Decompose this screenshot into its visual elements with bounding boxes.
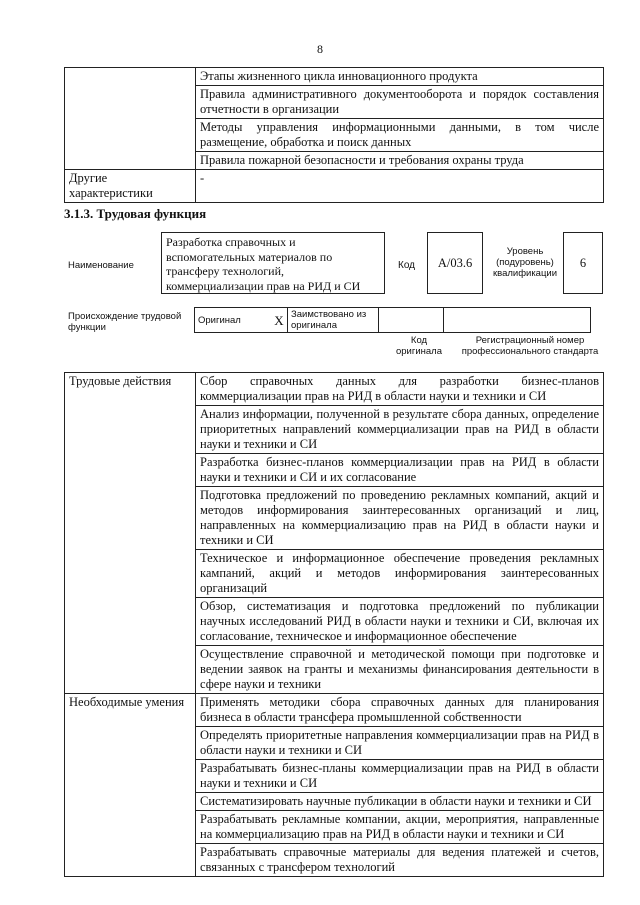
original-mark: X — [271, 308, 288, 333]
row-label: Необходимые умения — [65, 694, 196, 877]
table-cell: Определять приоритетные направления коммерциализации прав на РИД в области науки и техники и СИ — [196, 727, 604, 760]
table-cell: Методы управления информационными данными, в том числе размещение, обработка и поиск данных — [196, 119, 604, 152]
origin-label: Происхождение трудовой функции — [68, 311, 182, 333]
reg-caption: Регистрационный номер профессионального стандарта — [461, 335, 599, 357]
table-cell: Разрабатывать рекламные компании, акции, мероприятия, направленные на коммерциализацию прав на РИД в области науки и техники и СИ — [196, 811, 604, 844]
table-cell: Сбор справочных данных для разработки бизнес-планов коммерциализации прав на РИД в области науки и техники и СИ — [196, 373, 604, 406]
original-cell: Оригинал — [195, 308, 272, 333]
table-cell: Разрабатывать справочные материалы для ведения платежей и счетов, связанных с трансфером технологий — [196, 844, 604, 877]
borrowed-cell: Заимствовано из оригинала — [288, 308, 379, 333]
table-cell: Правила пожарной безопасности и требования охраны труда — [196, 152, 604, 170]
table-cell: Техническое и информационное обеспечение проведения рекламных кампаний, акций и методов информирования заинтересованных организаций — [196, 550, 604, 598]
code-label: Код — [398, 260, 416, 271]
origin-code-cell — [379, 308, 444, 333]
table-cell: Этапы жизненного цикла инновационного продукта — [196, 68, 604, 86]
table-cell: Применять методики сбора справочных данных для планирования бизнеса в области трансфера промышленной собственности — [196, 694, 604, 727]
row-label: Трудовые действия — [65, 373, 196, 694]
qualification-level: 6 — [563, 232, 603, 294]
table-cell: Осуществление справочной и методической помощи при подготовке и ведении заявок на гранты и механизмы финансирования деятельности в сфере науки и техники — [196, 646, 604, 694]
table-cell: Разрабатывать бизнес-планы коммерциализации прав на РИД в области науки и техники и СИ — [196, 760, 604, 793]
function-code: А/03.6 — [427, 232, 483, 294]
function-table — [64, 372, 604, 877]
origin-table — [194, 307, 591, 333]
level-label: Уровень (подуровень) квалификации — [492, 246, 558, 279]
table-cell: Систематизировать научные публикации в области науки и техники и СИ — [196, 793, 604, 811]
row-label — [65, 68, 196, 170]
code-caption: Код оригинала — [395, 335, 442, 357]
table-cell: Подготовка предложений по проведению рекламных компаний, акций и методов информирования заинтересованных организаций и лиц, направленных на коммерциализацию прав на РИД в области науки и техники и СИ — [196, 487, 604, 550]
reg-number-cell — [444, 308, 591, 333]
table-cell: Обзор, систематизация и подготовка предложений по публикации научных исследований РИД в области науки и техники и СИ, включая их согласование, техническое и информационное обеспечение — [196, 598, 604, 646]
knowledge-table — [64, 67, 604, 203]
table-cell: Анализ информации, полученной в результате сбора данных, определение приоритетных направлений коммерциализации прав на РИД в области науки и техники и СИ — [196, 406, 604, 454]
function-name: Разработка справочных и вспомогательных материалов по трансферу технологий, коммерциализации прав на РИД и СИ — [161, 232, 385, 294]
table-cell: - — [196, 170, 604, 203]
table-cell: Правила административного документооборота и порядок составления отчетности в организации — [196, 86, 604, 119]
row-label: Другие характеристики — [65, 170, 196, 203]
table-cell: Разработка бизнес-планов коммерциализации прав на РИД в области науки и техники и СИ и их согласование — [196, 454, 604, 487]
section-title: 3.1.3. Трудовая функция — [64, 206, 207, 221]
page-number: 8 — [317, 42, 323, 56]
name-label: Наименование — [68, 260, 134, 271]
